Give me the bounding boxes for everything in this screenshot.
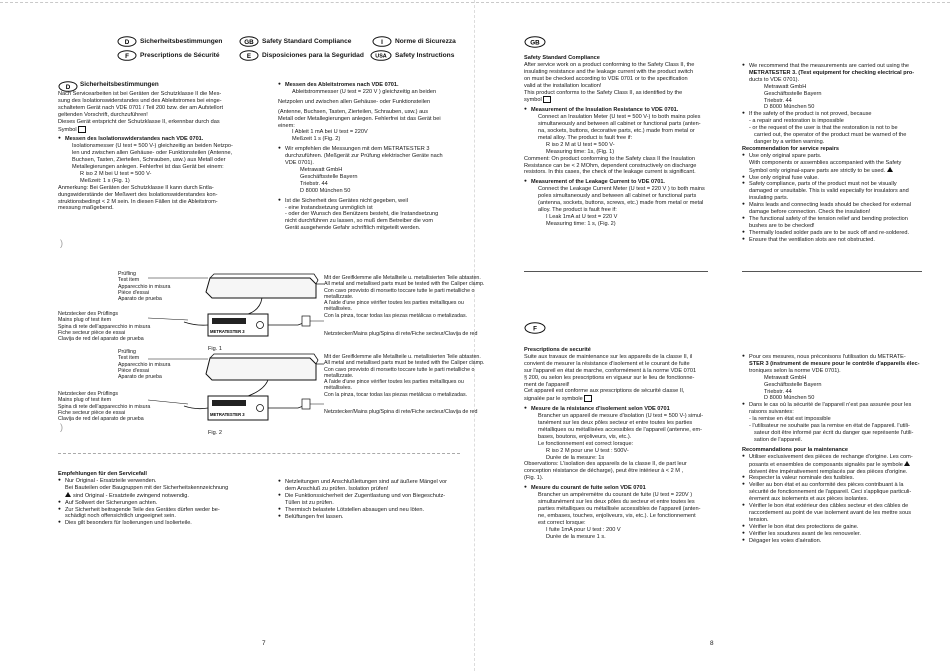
address-line: D 8000 München 50 [764, 104, 815, 111]
text-line: ● Die Funktionssicherheit der Zugentlastung und von Biegeschutz- [278, 493, 447, 500]
text-line: Ableitstrommesser (U test = 220 V ) gleichzeitig an beiden [292, 88, 437, 95]
formula-line: I Leak 1mA at U test = 220 V [546, 213, 618, 220]
text-line: Durée de la mesure: 1s [546, 454, 605, 461]
text-line: métalliques ou métallisées accessibles de l'appareil (antenne, em- [538, 426, 702, 433]
text-line: na, sockets, buttons, decorative parts, etc.) made from metal or [538, 128, 695, 135]
fig2-clamp-instructions: Mit der Greifklemme alle Metallteile u. metallisierten Teile abtasten. All metal and metallised parts must be tested with the Caliper clamp. Con cavo provvisto di morsetto toccare tutte le parti metalliche o metallizzate. A l'aide d'une pince vérifier toutes les parties métalliques ou métallisées. Con la pinza, tocar todas las piezas metálicas o metalizadas. [324, 354, 485, 398]
header-f-label: Prescriptions de Sécurité [140, 52, 220, 59]
fig1-mains-plug-label: Netzstecker des Prüflings Mains plug of test item Spina di rete dell'apparecchio in misura Fiche secteur pièce de essai Clavija de red del aparato de prueba [58, 311, 151, 343]
text-line: - la remise en état est impossible [749, 416, 831, 423]
svg-text:F: F [125, 52, 129, 60]
fig1-plug-label: Netzstecker/Mains plug/Spina di rete/Fiche secteur/Clavija de red [324, 331, 478, 337]
header-gb-label: Safety Standard Compliance [262, 38, 352, 45]
text-line: ● Safety compliance, parts of the product must not be visually [742, 181, 914, 188]
text-line: bases, boutons, enjoliveurs, vis, etc.). [538, 433, 632, 440]
text-line: ● Pour ces mesures, nous préconisons l'utilisation du METRATE- [742, 354, 919, 361]
warning-triangle-icon [904, 461, 910, 466]
text-line: sung des Isolationswiderstandes und des Ableitstromes bei einge- [58, 97, 222, 104]
header-d-label: Sicherheitsbestimmungen [140, 38, 223, 45]
page-number-8: 8 [710, 640, 714, 647]
text-line: Observations: L'isolation des appareils de la classe II, de part leur [524, 461, 687, 468]
address-line: Metrawatt GmbH [764, 374, 807, 381]
text-line: schaltetem Gerät nach VDE 0701 / Teil 200 bzw. der am Aufstellort [58, 104, 223, 111]
header-i-safety [372, 36, 472, 48]
fig1-device-label: METRATESTER 3 [210, 329, 245, 334]
text-line: ● Vérifier les soudures avant de les renouveler. [742, 531, 919, 538]
text-line: on must be checked according to VDE 0701 or to the specification [524, 75, 688, 82]
text-line: Suite aux travaux de maintenance sur les appareils de la classe II, il [524, 353, 693, 360]
fig1-clamp-instructions: Mit der Greifklemme alle Metallteile u. metallisierten Teile abtasten. All metal and metallised parts must be tested with the Caliper clamp. Con cavo provvisto di morsetto toccare tutte le parti metalliche o metallizzate. A l'aide d'une pince vérifier toutes les parties métalliques ou métallisées. Con la pinza, tocar todas las piezas metálicas o metalizadas. [324, 275, 485, 319]
text-line: ne, embases, touches, enjoliveurs, vis, etc.). Le fonctionnement [538, 512, 696, 519]
text-line: ● We recommend that the measurements are carried out using the [742, 63, 914, 70]
header-e-safety [239, 50, 374, 62]
text-line: Isolationsmesser (U test = 500 V-) gleichzeitig an beiden Netzpo- [72, 143, 233, 150]
text-line: Bei Bauteilen oder Baugruppen mit der Sicherheitskennzeichnung [65, 484, 229, 491]
text-line: sind Original - Ersatzteile zwingend notwendig. [73, 492, 189, 499]
text-line: tanément sur les deux pôles secteur et entre toutes les parties [538, 420, 693, 427]
text-line: len und zwischen allen Gehäuse- oder Funktionsteilen (Antenne, [72, 150, 233, 157]
f-heading: Prescriptions de securité [524, 347, 591, 353]
text-line: Connect an Insulation Meter (U test = 500 V-) to both mains poles [538, 114, 701, 121]
svg-text:GB: GB [530, 39, 540, 47]
text-line: poles simultaneously and between all cabinet or functional parts [538, 193, 697, 200]
leakage-heading: ● Messen des Ableitstromes nach VDE 0701. [278, 82, 443, 89]
text-line: èrement aux isolements et aux pièces isolantes. [749, 496, 869, 503]
text-line: posants et ensembles de composants signalés par le symbole [749, 461, 903, 468]
text-line: valid at the installation location! [524, 82, 602, 89]
text-line: Gerät ausgehende Gefahr schriftlich mitgeteilt werden. [285, 225, 421, 232]
text-line: ● Thermisch belastete Lötstellen absaugen und neu löten. [278, 507, 447, 514]
insulation-heading: ● Messen des Isolationswiderstandes nach VDE 0701. [58, 136, 233, 143]
text-line: VDE 0701). [285, 160, 314, 167]
service-heading: Empfehlungen für den Servicefall [58, 471, 147, 477]
page-number-7: 7 [262, 640, 266, 647]
text-line: Le fonctionnement est correct lorsque: [538, 440, 634, 447]
svg-text:E: E [246, 52, 252, 60]
f-recommendation-heading: Recommandations pour la maintenance [742, 446, 848, 453]
text-line: geltenden Vorschrift, durchzuführen! [58, 111, 148, 118]
text-line: sécurité de fonctionnement de l'appareil. Ceci s'applique particuli- [749, 489, 912, 496]
text-line: schädigt noch offensichtlich ungeeignet sein. [65, 513, 176, 520]
text-line: ● Vérifier le bon état des protections de gaine. [742, 524, 919, 531]
address-line: Triebstr. 44 [764, 388, 792, 395]
fig2-device-label: METRATESTER 3 [210, 412, 245, 417]
text-line: Measuring time: 1 s, (Fig. 2) [546, 220, 616, 227]
text-line: - l'utilisateur ne souhaite pas la remise en état de l'appareil. l'utili- [749, 423, 910, 430]
hole-punch-mark: ) [60, 238, 63, 248]
fig1-test-item-label: Prüfling Test item Apparecchio in misura Pièce d'essai Aparato de prueba [118, 271, 171, 303]
divider [742, 271, 922, 272]
text-line: Resistance can be < 2 MOhm, dependent constructively on discharge [524, 162, 697, 169]
country-badge-gb-icon [239, 36, 259, 47]
text-line: ● Wir empfehlen die Messungen mit dem METRATESTER 3 [278, 146, 443, 153]
class-ii-symbol-icon [584, 395, 592, 402]
text-line: ● Auf Sollwert der Sicherungen achten. [58, 500, 228, 507]
text-line: ● Ensure that the ventilation slots are not obstructed. [742, 237, 914, 244]
formula-line: R iso 2 M pour une U test : 500V- [546, 447, 629, 454]
formula-line: R iso 2 M bei U test = 500 V- [80, 170, 152, 177]
svg-text:F: F [533, 325, 537, 333]
text-line: raisons suivantes: [749, 409, 794, 416]
warning-triangle-icon [887, 167, 893, 172]
text-line: Brancher un appareil de mesure d'isolation (U test = 500 V-) simul- [538, 413, 704, 420]
address-line: Geschäftsstelle Bayern [764, 381, 822, 388]
header-i-label: Norme di Sicurezza [395, 38, 456, 45]
section-d-title: Sicherheitsbestimmungen [80, 81, 159, 88]
text-line: damaged or unsuitable. This is valid especially for insulators and [749, 188, 909, 195]
text-line: damage before connection. Check the insulation! [749, 209, 871, 216]
text-line: Symbol [58, 126, 77, 133]
address-line: Triebstr. 44 [300, 180, 328, 187]
text-line: ● Dégager les voies d'aération. [742, 538, 919, 545]
text-line: parties métalliques ou métallisée accessibles de l'appareil (anten- [538, 505, 701, 512]
address-line: Geschäftsstelle Bayern [300, 173, 358, 180]
text-line: ● Veiller au bon état et au conformité des pièces contribuant à la [742, 482, 919, 489]
svg-text:D: D [124, 38, 130, 46]
text-line: dungswiderstände der Meßwert des Isolationswiderstandes kon- [58, 191, 218, 198]
text-line: Meßzeit: 1 s (Fig. 1) [80, 177, 130, 184]
formula-line: I Ableit 1 mA bei U test = 220V [292, 129, 368, 136]
text-line: ● Dies gilt besonders für Isolierungen und Isolierteile. [58, 520, 228, 527]
text-line: raccordement au point de vue isolement avant de les mettre sous [749, 509, 911, 516]
text-line: est correct lorsque: [538, 519, 586, 526]
text-line: ● Zur Sicherheit beitragende Teile des Gerätes dürfen weder be- [58, 507, 228, 514]
text-line: einem: [278, 122, 295, 129]
text-line: Symbol only original-spare parts are strictly to be used. [749, 167, 886, 174]
text-line: Netzpolen und zwischen allen Gehäuse- oder Funktionsteilen [278, 98, 431, 105]
svg-text:USA: USA [375, 53, 387, 60]
text-line: doivent être impérativement remplacés par des pièces d'origine. [749, 468, 908, 475]
fig2-plug-label: Netzstecker/Mains plug/Spina di rete/Fiche secteur/Clavija de red [324, 409, 478, 415]
text-line: simultanément sur les deux pôles du secteur et entre toutes les [538, 499, 695, 506]
text-line: ● The functional safety of the tension relief and bending protection [742, 216, 914, 223]
formula-line: R iso 2 M at U test = 500 V- [546, 141, 615, 148]
text-line: metal alloy. The product is fault free if: [538, 134, 632, 141]
text-line: simultaneously and between all cabinet or functional parts (anten- [538, 121, 701, 128]
text-line: ● Belüftungen frei lassen. [278, 514, 447, 521]
gb-insulation-heading: ● Measurement of the Insulation Resistance to VDE 0701. [524, 107, 705, 114]
fig2-test-item-label: Prüfling Test item Apparecchio in misura Pièce d'essai Aparato de prueba [118, 349, 171, 381]
svg-text:GB: GB [244, 38, 254, 46]
text-line: ● Ist die Sicherheit des Gerätes nicht gegeben, weil [278, 198, 443, 205]
header-d-safety [117, 36, 237, 48]
address-line: Metrawatt GmbH [300, 166, 343, 173]
text-line: ● If the safety of the product is not proved, because [742, 111, 914, 118]
text-line: - oder der Wunsch des Benützers besteht, die Instandsetzung [285, 211, 439, 218]
address-line: Geschäftsstelle Bayern [764, 90, 822, 97]
text-line: troniques selon la norme VDE 0701). [749, 367, 841, 374]
text-line: ● Thermally loaded solder pads are to be suck off and re-soldered. [742, 230, 914, 237]
text-line: sateur doit être informé par écrit du danger que représente l'utili- [754, 429, 914, 436]
text-line: With components or assemblies accompanied with the Safety [749, 159, 902, 166]
text-line: ducts to VDE 0701). [749, 76, 800, 83]
page8-gb-right [742, 63, 914, 244]
f-leakage-heading: ● Mesure du courant de fuite selon VDE 0701 [524, 485, 703, 492]
text-line: ● Netzleitungen und Anschlußleitungen sind auf äußere Mängel vor [278, 479, 447, 486]
text-line: Meßzeit 1 s (Fig. 2) [292, 136, 341, 143]
text-line: § 200, ou selon les prescriptions en vigueur sur le lieu de fonctionne- [524, 374, 695, 381]
text-line: ● Vérifier le bon état extérieur des câbles secteur et des câbles de [742, 503, 919, 510]
text-line: Nach Servicearbeiten ist bei Geräten der Schutzklasse II die Mes- [58, 91, 222, 97]
divider [524, 271, 708, 272]
text-line: METRATESTER 3. (Test equipment for checking electrical pro- [749, 69, 915, 76]
f-insulation-heading: ● Mesure de la résistance d'isolement selon VDE 0701 [524, 406, 703, 413]
class-ii-symbol-icon [543, 96, 551, 103]
address-line: D 8000 München 50 [764, 395, 815, 402]
page7-service-right [278, 479, 447, 520]
text-line: Connect the Leakage Current Meter (U test = 220 V ) to both mains [538, 186, 705, 193]
country-badge-e-icon [239, 50, 259, 61]
text-line: Anmerkung: Bei Geräten der Schutzklasse II kann durch Entla- [58, 184, 214, 191]
section-badge-gb-icon [524, 36, 546, 48]
text-line: Durée de la mesure 1 s. [546, 533, 606, 540]
country-badge-f-icon [117, 50, 137, 61]
header-usa-safety [370, 50, 470, 62]
page8-f-right [742, 354, 919, 544]
gb-leakage-heading: ● Measurement of the Leakage Current to VDE 0701. [524, 179, 705, 186]
country-badge-d-icon [117, 36, 137, 47]
page8-gb-left [524, 55, 705, 228]
svg-text:D: D [65, 83, 71, 91]
hole-punch-mark: ) [60, 422, 63, 432]
page7-leakage-section [278, 82, 443, 232]
text-line: danger by a written warning. [754, 138, 825, 145]
header-gb-safety [239, 36, 369, 48]
text-line: insulating parts. [749, 195, 789, 202]
text-line: symbol [524, 97, 542, 104]
page7-intro [58, 91, 233, 212]
text-line: Metallegierungen anlegen. Fehlerfrei ist das Gerät bei einem: [72, 164, 224, 171]
country-badge-usa-icon [370, 50, 392, 61]
text-line: ● Utiliser exclusivement des pièces de rechange d'origine. Les com- [742, 454, 919, 461]
address-line: Metrawatt GmbH [764, 83, 807, 90]
text-line: bushes are to be checked! [749, 222, 815, 229]
warning-triangle-icon [65, 492, 71, 497]
divider [58, 453, 460, 454]
text-line: tension. [749, 516, 769, 523]
text-line: ● Use only original fuse value. [742, 175, 914, 182]
header-e-label: Disposiciones para la Seguridad [262, 52, 364, 59]
text-line: Brancher un ampéremètre du courant de fuite (U test = 220V ) [538, 492, 693, 499]
text-line: - a repair and restoration is impossible [749, 118, 844, 125]
text-line: - or the request of the user is that the restoration is not to be [749, 125, 898, 132]
text-line: sur l'appareil en état de marche, conformément à la norme VDE 0701 [524, 367, 697, 374]
text-line: (Antenne, Buchsen, Tasten, Zierteilen, Schrauben, usw.) aus [278, 108, 429, 115]
text-line: (Fig. 1). [524, 475, 544, 482]
text-line: This product conforms to the Safety Class II, as identified by the [524, 89, 683, 96]
text-line: messung maßgebend. [58, 205, 114, 212]
svg-text:I: I [381, 38, 383, 46]
page8-f-left [524, 347, 703, 540]
formula-line: I fuite 1mA pour U test : 200 V [546, 526, 621, 533]
text-line: ment de l'appareil! [524, 381, 570, 388]
text-line: After service work on a product conforming to the Safety Class II, the [524, 61, 695, 68]
address-line: Triebstr. 44 [764, 97, 792, 104]
text-line: STER 3 (instrument de mesure pour le contrôle d'appareils élec- [749, 360, 920, 367]
text-line: Metall oder Metallegierungen anlegen. Fehlerfrei ist das Gerät bei [278, 115, 441, 122]
text-line: ● Respecter la valeur nominale des fusibles. [742, 475, 919, 482]
text-line: resistors. In this cases, the check of the leakage current is significant. [524, 169, 696, 176]
text-line: ● Use only original spare parts. [742, 153, 914, 160]
country-badge-i-icon [372, 36, 392, 47]
text-line: insulating resistance and the leakage current with the product switch [524, 68, 694, 75]
text-line: Comment: On product conforming to the Safety class II the Insulation [524, 155, 696, 162]
fig2-caption: Fig. 2 [208, 430, 222, 436]
text-line: convient de mesurer la résistance d'isolement et le courant de fuite [524, 360, 690, 367]
text-line: nicht durchführen zu lassen, so muß dem Betreiber die vom [285, 218, 433, 225]
gb-recommendation-heading: Recommendation for service repairs [742, 145, 839, 152]
text-line: conception résistance de décharge), peut être intérieur à < 2 M , [524, 468, 684, 475]
fig1-caption: Fig. 1 [208, 346, 222, 352]
text-line: (antenna, sockets, buttons, screws, etc.) made from metal or metal [538, 200, 704, 207]
gb-heading: Safety Standard Compliance [524, 55, 600, 61]
page7-service-left [58, 471, 228, 527]
header-f-safety [117, 50, 237, 62]
text-line: carried out, the operator of the product must be warned of the [754, 132, 907, 139]
text-line: Buchsen, Tasten, Zierteilen, Schrauben, usw.) aus Metall oder [72, 157, 226, 164]
scan-top-edge [0, 2, 950, 3]
text-line: - eine Instandsetzung unmöglich ist [285, 204, 373, 211]
section-badge-f-icon [524, 322, 546, 334]
fig1-diagram [148, 270, 328, 342]
class-ii-symbol-icon [78, 126, 86, 133]
text-line: Dieses Gerät entspricht der Schutzklasse II, erkennbar durch das [58, 118, 220, 125]
text-line: durchzuführen. (Meßgerät zur Prüfung elektrischer Geräte nach [285, 153, 443, 160]
text-line: Measuring time: 1s, (Fig. 1) [546, 148, 615, 155]
text-line: Tüllen ist zu prüfen. [285, 499, 334, 506]
text-line: ● Nur Original - Ersatzteile verwenden. [58, 478, 228, 485]
fig2-diagram [148, 350, 328, 426]
text-line: Cet appareil est conforme aux prescriptions de sécurité classe II, [524, 388, 685, 395]
text-line: ● Dans le cas où la sécurité de l'appareil n'est pas assurée pour les [742, 402, 919, 409]
text-line: sation de l'appareil. [754, 436, 803, 443]
text-line: alloy. The product is fault free if: [538, 207, 617, 214]
fig2-mains-plug-label: Netzstecker des Prüflings Mains plug of test item Spina di rete dell'apparecchio in misura Fiche secteur pièce de essai Clavija de red del aparato de prueba [58, 391, 151, 423]
header-usa-label: Safety Instructions [395, 52, 455, 59]
text-line: signalée par le symbole [524, 396, 583, 403]
text-line: dem Anschluß zu prüfen. Isolation prüfen! [285, 485, 389, 492]
address-line: D 8000 München 50 [300, 187, 351, 194]
text-line: struktionsbedingt < 2 M sein. In diesen Fällen ist die Ableitstrom- [58, 198, 218, 205]
text-line: ● Mains leads and connecting leads should be checked for external [742, 202, 914, 209]
